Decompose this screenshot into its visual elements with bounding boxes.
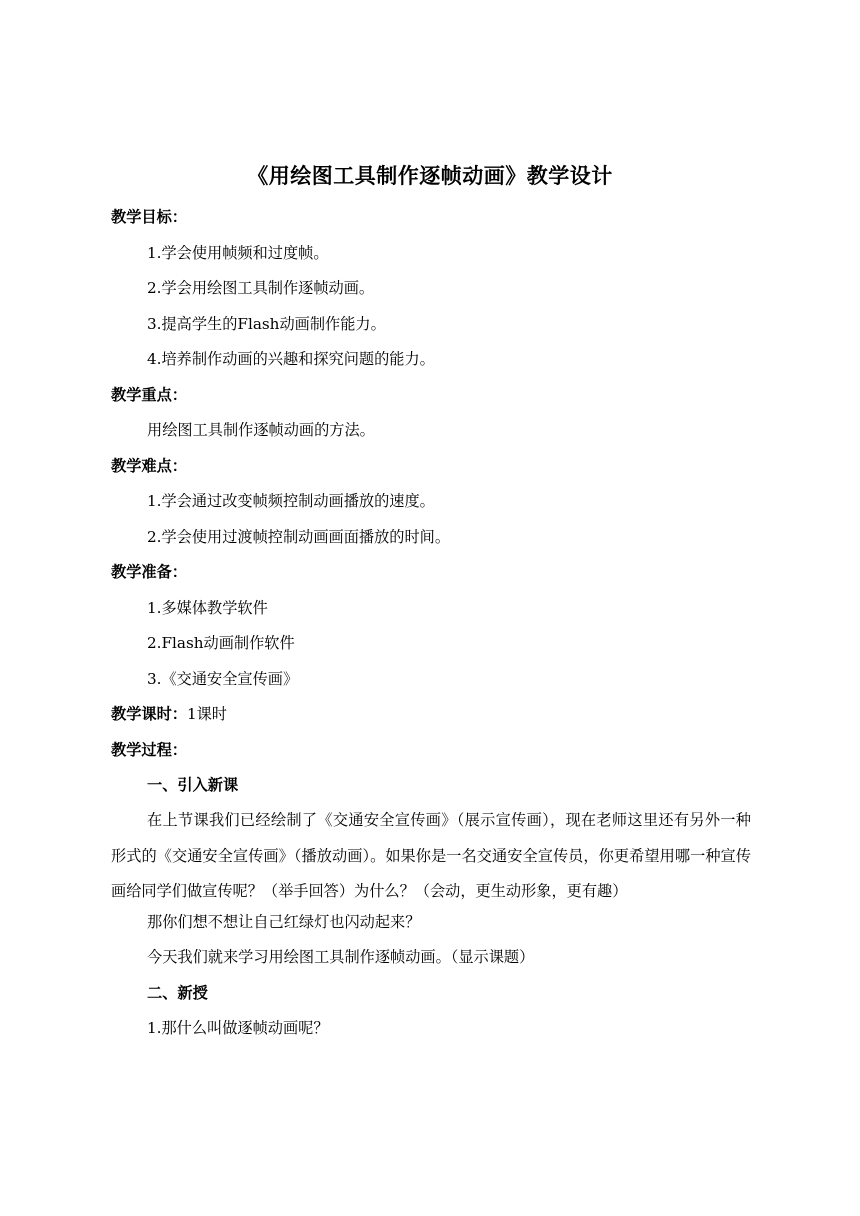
new-lesson-line: 1.那什么叫做逐帧动画呢？ — [147, 1019, 329, 1037]
preparation-item: 2.Flash动画制作软件 — [147, 634, 295, 652]
difficulties-heading: 教学难点： — [111, 456, 187, 475]
document-title: 《用绘图工具制作逐帧动画》教学设计 — [247, 164, 613, 188]
objective-item: 4.培养制作动画的兴趣和探究问题的能力。 — [147, 350, 435, 368]
objective-item: 1.学会使用帧频和过度帧。 — [147, 243, 329, 262]
section-heading: 一、引入新课 — [147, 776, 239, 794]
document-body — [111, 205, 751, 1052]
objective-item: 2.学会用绘图工具制作逐帧动画。 — [147, 279, 375, 297]
preparation-item: 3.《交通安全宣传画》 — [147, 669, 299, 688]
difficulty-item: 1.学会通过改变帧频控制动画播放的速度。 — [147, 492, 435, 510]
preparation-heading: 教学准备： — [111, 563, 187, 581]
class-hours-row — [111, 702, 751, 738]
class-hours-heading: 教学课时： — [111, 705, 187, 723]
objective-item: 3.提高学生的Flash动画制作能力。 — [147, 314, 386, 333]
difficulty-item: 2.学会使用过渡帧控制动画画面播放的时间。 — [147, 527, 451, 546]
preparation-item: 1.多媒体教学软件 — [147, 598, 268, 617]
section-heading: 二、新授 — [147, 983, 208, 1002]
key-point-item: 用绘图工具制作逐帧动画的方法。 — [147, 421, 375, 439]
intro-line: 今天我们就来学习用绘图工具制作逐帧动画。（显示课题） — [147, 948, 535, 966]
class-hours-value: 1课时 — [186, 705, 227, 723]
objectives-heading: 教学目标： — [111, 208, 187, 226]
intro-line: 那你们想不想让自己红绿灯也闪动起来？ — [147, 912, 421, 931]
intro-paragraph: 在上节课我们已经绘制了《交通安全宣传画》（展示宣传画），现在老师这里还有另外一种形式的《交通安全宣传画》（播放动画）。如果你是一名交通安全宣传员，你更希望用哪一种宣传画给同学们做宣传呢？（举手回答）为什么？（会动，更生动形象，更有趣） — [111, 811, 751, 900]
process-heading: 教学过程： — [111, 740, 187, 759]
key-points-heading: 教学重点： — [111, 385, 187, 404]
